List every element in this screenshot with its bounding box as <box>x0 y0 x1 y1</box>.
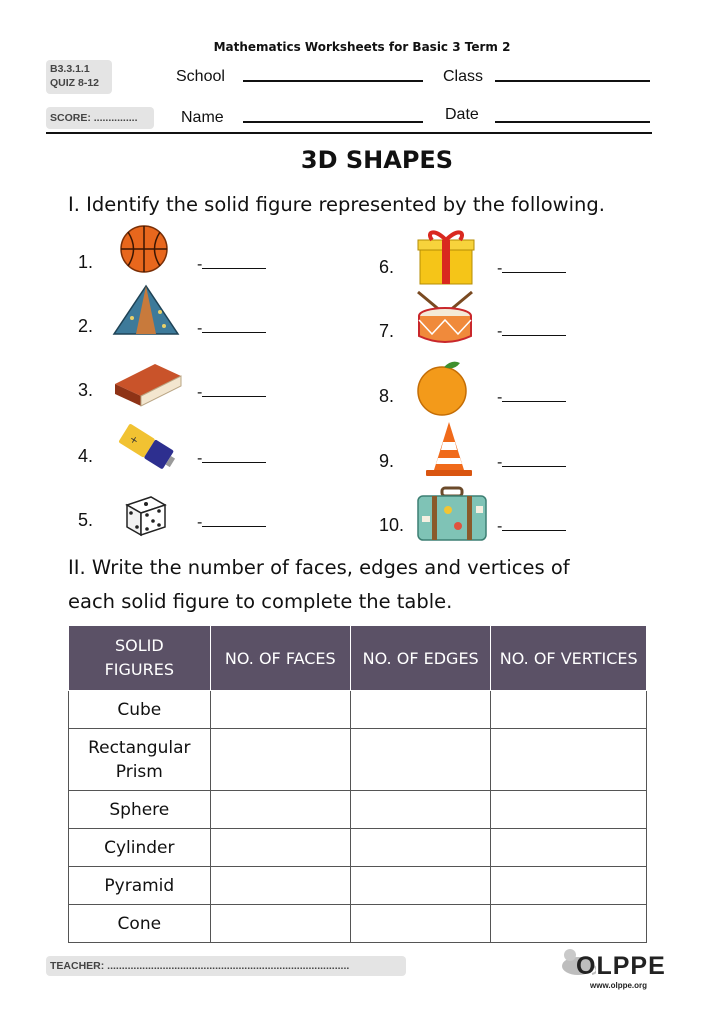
teacher-field: TEACHER: ................................................................................... <box>46 956 406 976</box>
answer-blank-2[interactable]: - <box>197 320 266 338</box>
vertices-cell[interactable] <box>491 691 647 729</box>
vertices-cell[interactable] <box>491 829 647 867</box>
class-input-line[interactable] <box>495 80 650 82</box>
edges-cell[interactable] <box>350 791 490 829</box>
item-number: 8. <box>379 386 395 406</box>
basketball-icon <box>119 224 169 278</box>
table-row <box>69 791 647 829</box>
row-label: Pyramid <box>69 867 211 905</box>
item-number: 2. <box>78 316 94 336</box>
edges-cell[interactable] <box>350 829 490 867</box>
table-row <box>69 729 647 791</box>
column-header-faces: NO. OF FACES <box>210 626 350 691</box>
code-line-2: QUIZ 8-12 <box>50 77 100 89</box>
worksheet-title: Mathematics Worksheets for Basic 3 Term 2 <box>213 40 511 54</box>
column-header-edges: NO. OF EDGES <box>350 626 490 691</box>
olppe-logo: OLPPE <box>576 952 666 980</box>
faces-cell[interactable] <box>210 867 350 905</box>
svg-text:+: + <box>127 433 141 448</box>
date-label: Date <box>445 106 479 123</box>
school-label: School <box>176 68 225 85</box>
suitcase-icon <box>414 486 490 548</box>
section2-instruction-line-2: each solid figure to complete the table. <box>68 590 453 613</box>
vertices-cell[interactable] <box>491 905 647 943</box>
traffic-cone-icon <box>424 420 474 482</box>
section1-instruction: I. Identify the solid figure represented by the following. <box>68 193 605 216</box>
header-divider <box>46 132 652 134</box>
dice-icon <box>121 491 169 543</box>
row-label: Cone <box>69 905 211 943</box>
orange-icon <box>416 357 472 421</box>
book-icon <box>111 358 183 412</box>
name-label: Name <box>181 109 224 126</box>
item-number: 9. <box>379 451 395 471</box>
item-number: 5. <box>78 510 94 530</box>
quiz-code-badge <box>46 60 112 94</box>
answer-blank-7[interactable]: - <box>497 323 566 341</box>
edges-cell[interactable] <box>350 905 490 943</box>
item-number: 10. <box>379 515 405 535</box>
table-row <box>69 867 647 905</box>
answer-blank-8[interactable]: - <box>497 389 566 407</box>
vertices-cell[interactable] <box>491 729 647 791</box>
website-url: www.olppe.org <box>590 981 648 990</box>
page-heading: 3D SHAPES <box>300 146 454 174</box>
row-label: Sphere <box>69 791 211 829</box>
row-label: Rectangular Prism <box>69 729 211 791</box>
item-number: 4. <box>78 446 94 466</box>
answer-blank-6[interactable]: - <box>497 260 566 278</box>
column-header-solid-figures: SOLID FIGURES <box>69 626 211 691</box>
edges-cell[interactable] <box>350 867 490 905</box>
answer-blank-4[interactable]: - <box>197 450 266 468</box>
answer-blank-10[interactable]: - <box>497 518 566 536</box>
table-row <box>69 905 647 943</box>
name-input-line[interactable] <box>243 121 423 123</box>
faces-cell[interactable] <box>210 791 350 829</box>
answer-blank-5[interactable]: - <box>197 514 266 532</box>
item-number: 3. <box>78 380 94 400</box>
battery-icon <box>114 418 180 480</box>
faces-cell[interactable] <box>210 691 350 729</box>
row-label: Cube <box>69 691 211 729</box>
tent-icon <box>112 282 180 344</box>
vertices-cell[interactable] <box>491 867 647 905</box>
faces-cell[interactable] <box>210 905 350 943</box>
table-row <box>69 829 647 867</box>
answer-blank-3[interactable]: - <box>197 384 266 402</box>
column-header-vertices: NO. OF VERTICES <box>491 626 647 691</box>
date-input-line[interactable] <box>495 121 650 123</box>
edges-cell[interactable] <box>350 729 490 791</box>
item-number: 1. <box>78 252 94 272</box>
score-field: SCORE: ............... <box>46 107 154 129</box>
answer-blank-9[interactable]: - <box>497 454 566 472</box>
row-label: Cylinder <box>69 829 211 867</box>
vertices-cell[interactable] <box>491 791 647 829</box>
edges-cell[interactable] <box>350 691 490 729</box>
drum-icon <box>412 288 478 352</box>
code-line-1: B3.3.1.1 <box>50 63 90 75</box>
table-header-row <box>69 626 647 691</box>
item-number: 6. <box>379 257 395 277</box>
gift-box-icon <box>414 226 478 290</box>
answer-blank-1[interactable]: - <box>197 256 266 274</box>
faces-edges-vertices-table <box>68 625 647 943</box>
school-input-line[interactable] <box>243 80 423 82</box>
faces-cell[interactable] <box>210 729 350 791</box>
table-row <box>69 691 647 729</box>
item-number: 7. <box>379 321 395 341</box>
section2-instruction-line-1: II. Write the number of faces, edges and vertices of <box>68 556 570 579</box>
faces-cell[interactable] <box>210 829 350 867</box>
class-label: Class <box>443 68 484 85</box>
